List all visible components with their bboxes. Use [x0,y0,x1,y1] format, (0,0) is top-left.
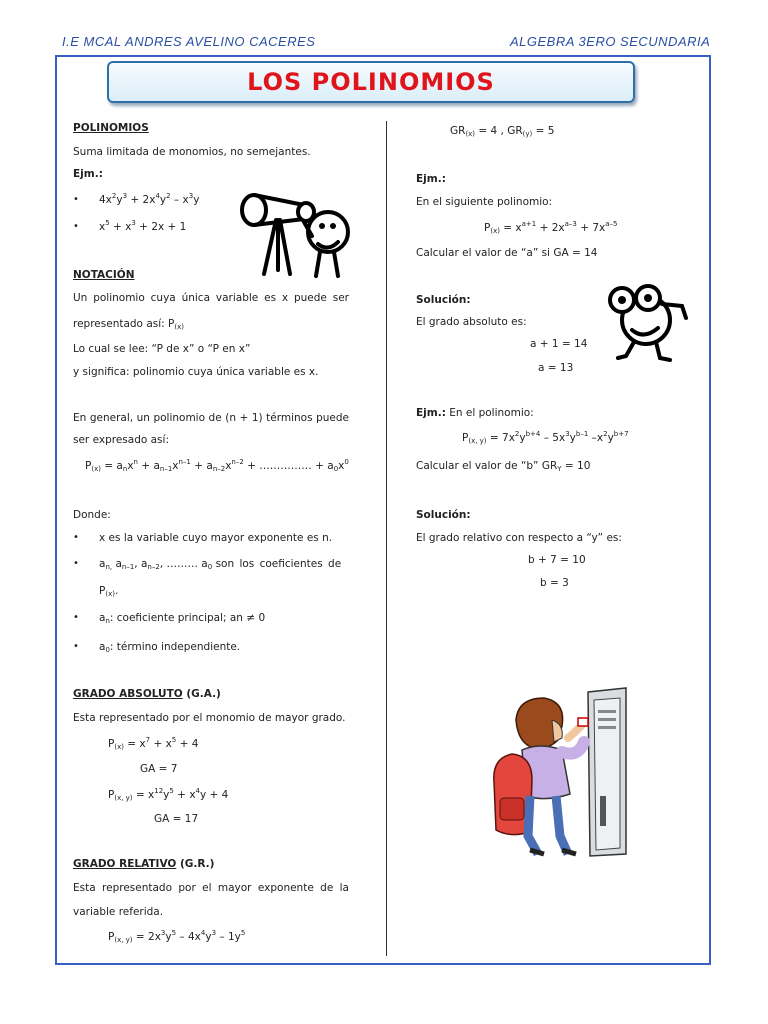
student-locker-image [488,686,630,858]
notacion-line-2: representado así: $P_{(x)}$ [73,318,184,331]
telescope-character-image [232,186,354,282]
donde-item-2b: $P_{(x)}$. [99,585,119,598]
gr-values: $GR_{(x)} = 4$ , $GR_{(y)} = 5$ [450,125,555,138]
bullet: • [73,641,79,652]
ej1-polynomial: $P_{(x)} = x^{a+1} + 2x^{a-3} + 7x^{a-5}$ [484,220,618,235]
bullet: • [73,612,79,623]
ejm-label-1: Ejm.: [416,173,446,185]
ej1-intro: En el siguiente polinomio: [416,196,553,208]
section-notacion: NOTACIÓN [73,269,135,281]
sol1-equation: a + 1 = 14 [530,338,588,350]
solucion-label-2: Solución: [416,509,471,521]
ejm-label: Ejm.: [73,168,103,180]
ga-example-2: $P_{(x, y)} = x^{12}y^5 + x^4y + 4$ [108,787,229,802]
ej2-polynomial: $P_{(x, y)} = 7x^2y^{b+4} - 5x^3y^{b-1}$ $-x^2y^{b+7}$ [462,430,629,445]
section-grado-absoluto: GRADO ABSOLUTO (G.A.) [73,688,221,700]
notacion-line-3: Lo cual se lee: “P de x” o “P en x” [73,343,251,355]
notacion-line-4: y significa: polinomio cuya única variable es x. [73,366,319,378]
donde-item-1: x es la variable cuyo mayor exponente es n. [99,532,333,544]
bullet: • [73,558,79,569]
ej2-question: Calcular el valor de “b” $GR_Y = 10$ [416,460,591,473]
general-line-2: ser expresado así: [73,434,169,446]
column-divider [386,121,387,956]
bullet: • [73,194,79,205]
page-title: LOS POLINOMIOS [247,68,495,96]
sol1-intro: El grado absoluto es: [416,316,527,328]
gr-line-1: Esta representado por el mayor exponente de la [73,882,349,894]
donde-label: Donde: [73,509,111,521]
example-1: $4x^2y^3 + 2x^4y^2 - x^3y$ [99,192,200,206]
binoculars-character-image [598,280,698,364]
example-2: $x^5 + x^3 + 2x + 1$ [99,219,187,233]
title-box [107,61,635,103]
general-line-1: En general, un polinomio de (n + 1) términos puede [73,412,349,424]
header-school: I.E MCAL ANDRES AVELINO CACERES [62,34,316,49]
gr-example: $P_{(x, y)} = 2x^3y^5 - 4x^4y^3 - 1y^5$ [108,929,246,944]
donde-item-3: $a_n$: coeficiente principal; an ≠ 0 [99,612,266,625]
section-grado-relativo: GRADO RELATIVO (G.R.) [73,858,215,870]
bullet: • [73,532,79,543]
donde-item-4: $a_0$: término independiente. [99,641,241,654]
bullet: • [73,221,79,232]
gr-line-2: variable referida. [73,906,164,918]
general-formula: $P_{(x)} = a_nx^n + a_{n-1}x^{n-1} + a_{n-2}x^{n-2}$ + …………… + $a_0x^0$ [85,458,349,473]
ej2-intro: Ejm.: En el polinomio: [416,407,534,419]
ga-result-2: GA = 17 [154,813,199,825]
ga-definition: Esta representado por el monomio de mayor grado. [73,712,346,724]
sol2-result: b = 3 [540,577,569,589]
notacion-line-1: Un polinomio cuya única variable es x puede ser [73,292,349,304]
sol1-result: a = 13 [538,362,574,374]
donde-item-2: $a_{n,}$ $a_{n-1}$, $a_{n-2}$, ……… $a_0$ son los coeficientes de [99,558,342,571]
sol2-equation: b + 7 = 10 [528,554,586,566]
sol2-intro: El grado relativo con respecto a “y” es: [416,532,622,544]
section-polinomios: POLINOMIOS [73,122,149,134]
solucion-label-1: Solución: [416,294,471,306]
polinomios-definition: Suma limitada de monomios, no semejantes. [73,146,311,158]
ga-result-1: GA = 7 [140,763,178,775]
header-course: ALGEBRA 3ERO SECUNDARIA [510,34,711,49]
ej1-question: Calcular el valor de “a” si GA = 14 [416,247,598,259]
ga-example-1: $P_{(x)} = x^7 + x^5 + 4$ [108,736,199,751]
